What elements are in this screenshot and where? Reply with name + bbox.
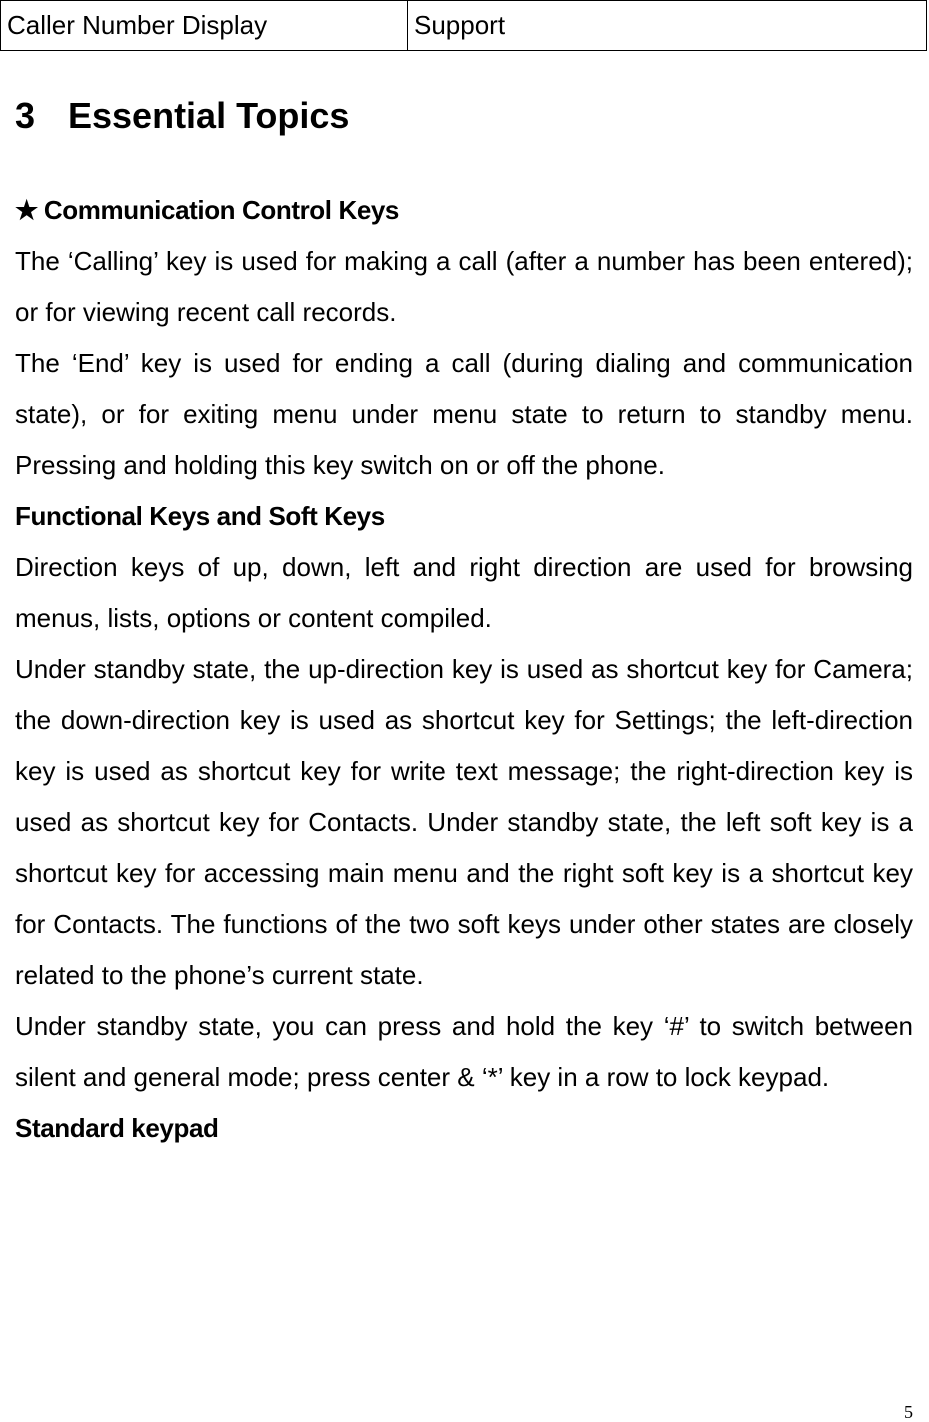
paragraph-calling-key: The ‘Calling’ key is used for making a call (after a number has been entered); or for viewing recent call records. xyxy=(15,246,913,327)
paragraph-keypad-lock: Under standby state, you can press and hold the key ‘#’ to switch between silent and general mode; press center & ‘*’ key in a row to lock keypad. xyxy=(15,1011,913,1092)
paragraph-direction-keys: Direction keys of up, down, left and right direction are used for browsing menus, lists, options or content compiled. xyxy=(15,552,913,633)
star-icon: ★ xyxy=(15,195,38,225)
table-cell-label: Caller Number Display xyxy=(1,1,408,51)
section-heading xyxy=(15,93,349,139)
section-title: Essential Topics xyxy=(68,95,350,136)
subheading-text: Communication Control Keys xyxy=(43,195,399,225)
subheading-functional-keys: Functional Keys and Soft Keys xyxy=(15,501,385,531)
spec-table xyxy=(0,0,927,51)
table-cell-value: Support xyxy=(408,1,927,51)
section-number: 3 xyxy=(15,95,36,136)
paragraph-shortcut-keys: Under standby state, the up-direction key is used as shortcut key for Camera; the down-direction key is used as shortcut key for Settings; the left-direction key is used as shortcut key for write text message; the right-direction key is used as shortcut key for Contacts. Under standby state, the left soft key is a shortcut key for accessing main menu and the right soft key is a shortcut key for Contacts. The functions of the two soft keys under other states are closely related to the phone’s current state. xyxy=(15,654,913,990)
page-number: 5 xyxy=(904,1402,913,1422)
document-body xyxy=(15,185,913,1154)
subheading-communication-control-keys xyxy=(15,185,913,236)
subheading-standard-keypad: Standard keypad xyxy=(15,1113,219,1143)
paragraph-end-key: The ‘End’ key is used for ending a call (during dialing and communication state), or for exiting menu under menu state to return to standby menu. Pressing and holding this key switch on or off the phone. xyxy=(15,348,913,480)
table-row xyxy=(1,1,927,51)
